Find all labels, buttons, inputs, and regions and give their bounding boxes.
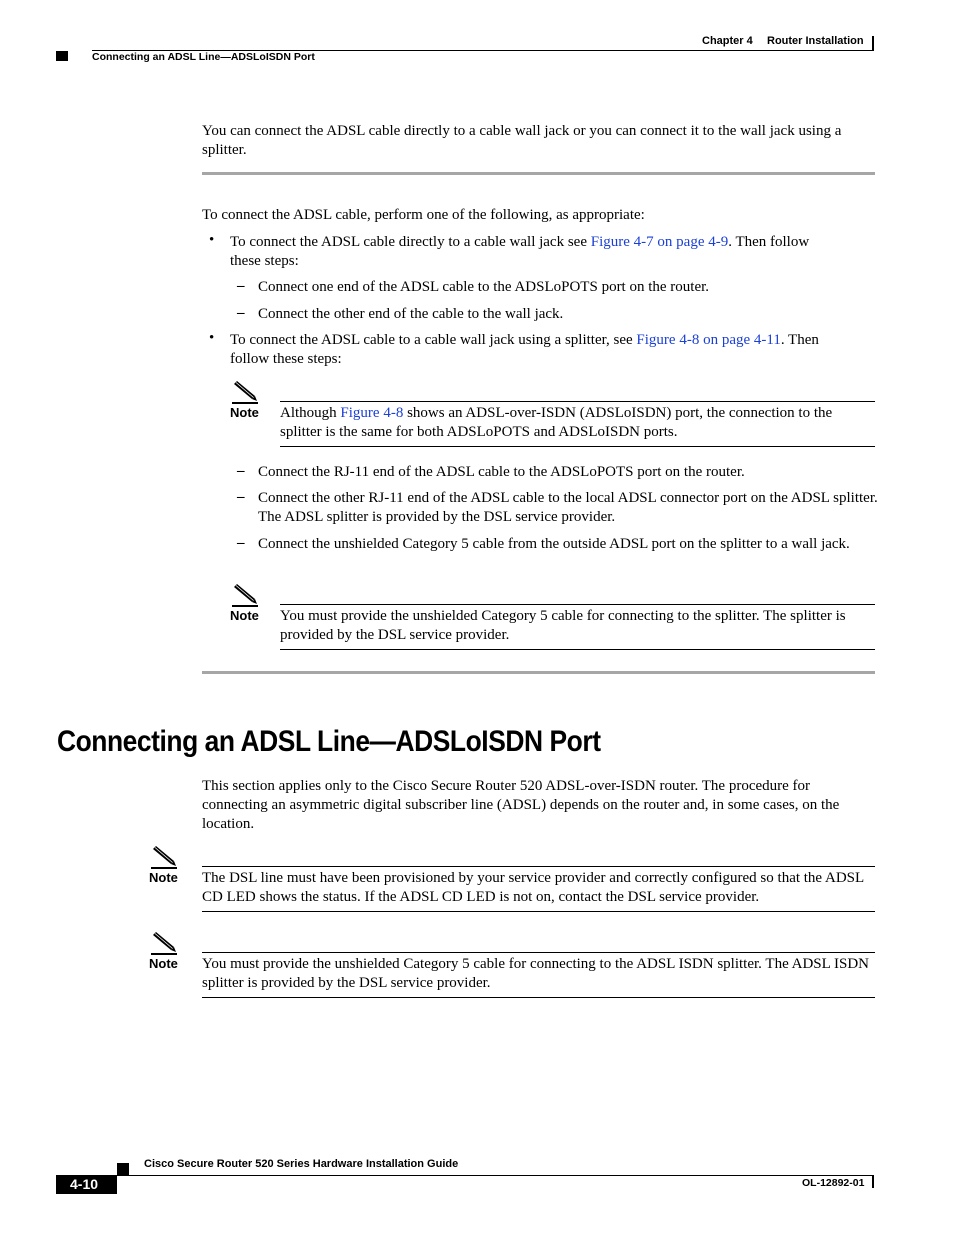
section-heading: Connecting an ADSL Line—ADSLoISDN Port <box>57 725 601 758</box>
bullet-text-line2: these steps: <box>230 253 299 269</box>
bullet-text-line2: follow these steps: <box>230 351 342 367</box>
note-bottom-rule <box>202 997 875 998</box>
note-text-start: Although <box>280 405 341 421</box>
footer-guide-title: Cisco Secure Router 520 Series Hardware Installation Guide <box>144 1158 459 1170</box>
section-paragraph: This section applies only to the Cisco Secure Router 520 ADSL-over-ISDN router. The procedure for connecting an asymmetric digital subscriber line (ADSL) depends on the router and, in some cases, on the location. <box>202 778 840 832</box>
header-block-marker <box>56 51 68 61</box>
note-label: Note <box>230 405 259 420</box>
footer-block-marker <box>117 1163 129 1175</box>
header-vertical-bar <box>872 36 874 50</box>
step-marker: – <box>237 305 245 321</box>
note-label: Note <box>230 608 259 623</box>
header-chapter-title: Router Installation <box>767 35 864 47</box>
section-divider-bottom <box>202 671 875 674</box>
note-bottom-rule <box>280 649 875 650</box>
note-top-rule <box>280 401 875 402</box>
step-item: Connect the unshielded Category 5 cable from the outside ADSL port on the splitter to a wall jack. <box>258 536 850 552</box>
note-top-rule <box>202 866 875 867</box>
note-text: The DSL line must have been provisioned by your service provider and correctly configured so that the ADSL CD LED shows the status. If the ADSL CD LED is not on, contact the DSL service provider. <box>202 870 864 905</box>
note-bottom-rule <box>202 911 875 912</box>
step-marker: – <box>237 489 245 505</box>
step-item: Connect the other RJ-11 end of the ADSL cable to the local ADSL connector port on the ADSL splitter. The ADSL splitter is provided by the DSL service provider. <box>258 490 878 525</box>
header-section: Connecting an ADSL Line—ADSLoISDN Port <box>92 51 315 63</box>
note-bottom-rule <box>280 446 875 447</box>
note-label: Note <box>149 956 178 971</box>
bullet-text: To connect the ADSL cable directly to a cable wall jack see <box>230 234 591 250</box>
note-pencil-icon <box>231 380 259 406</box>
bullet-text-after: . Then <box>780 332 819 348</box>
note-text-end: shows an ADSL-over-ISDN (ADSLoISDN) port, the connection to the splitter is the same for both ADSLoPOTS and ADSLoISDN ports. <box>280 405 833 440</box>
section-divider-top <box>202 172 875 175</box>
figure-4-7-link[interactable]: Figure 4-7 on page 4-9 <box>590 234 729 250</box>
note-figure-4-8-link[interactable]: Figure 4-8 <box>340 405 404 421</box>
note-label: Note <box>149 870 178 885</box>
step-marker: – <box>237 463 245 479</box>
step-marker: – <box>237 278 245 294</box>
bullet-marker: • <box>209 330 215 346</box>
step-marker: – <box>237 535 245 551</box>
header-chapter: Chapter 4 <box>702 35 753 47</box>
step-item: Connect one end of the ADSL cable to the ADSLoPOTS port on the router. <box>258 279 710 295</box>
note-text: You must provide the unshielded Category 5 cable for connecting to the splitter. The splitter is provided by the DSL service provider. <box>280 608 846 643</box>
footer-rule <box>117 1175 874 1176</box>
footer-doc-id: OL-12892-01 <box>802 1177 865 1189</box>
intro-paragraph: You can connect the ADSL cable directly to a cable wall jack or you can connect it to the wall jack using a splitter. <box>202 123 842 158</box>
footer-vertical-bar <box>872 1176 874 1188</box>
note-text: You must provide the unshielded Category 5 cable for connecting to the ADSL ISDN splitter. The ADSL ISDN splitter is provided by the DSL service provider. <box>202 956 870 991</box>
procedure-intro: To connect the ADSL cable, perform one of the following, as appropriate: <box>202 207 645 223</box>
note-pencil-icon <box>231 583 259 609</box>
bullet-marker: • <box>209 232 215 248</box>
note-pencil-icon <box>150 845 178 871</box>
step-item: Connect the other end of the cable to the wall jack. <box>258 306 564 322</box>
bullet-text-after: . Then follow <box>728 234 810 250</box>
bullet-item-direct <box>230 233 875 271</box>
note-top-rule <box>280 604 875 605</box>
figure-4-8-link[interactable]: Figure 4-8 on page 4-11 <box>636 332 781 348</box>
bullet-text: To connect the ADSL cable to a cable wall jack using a splitter, see <box>230 332 637 348</box>
note-top-rule <box>202 952 875 953</box>
step-item: Connect the RJ-11 end of the ADSL cable to the ADSLoPOTS port on the router. <box>258 464 745 480</box>
footer-page-number: 4-10 <box>70 1176 99 1192</box>
note-text <box>280 404 875 442</box>
note-pencil-icon <box>150 931 178 957</box>
bullet-item-splitter <box>230 331 878 369</box>
